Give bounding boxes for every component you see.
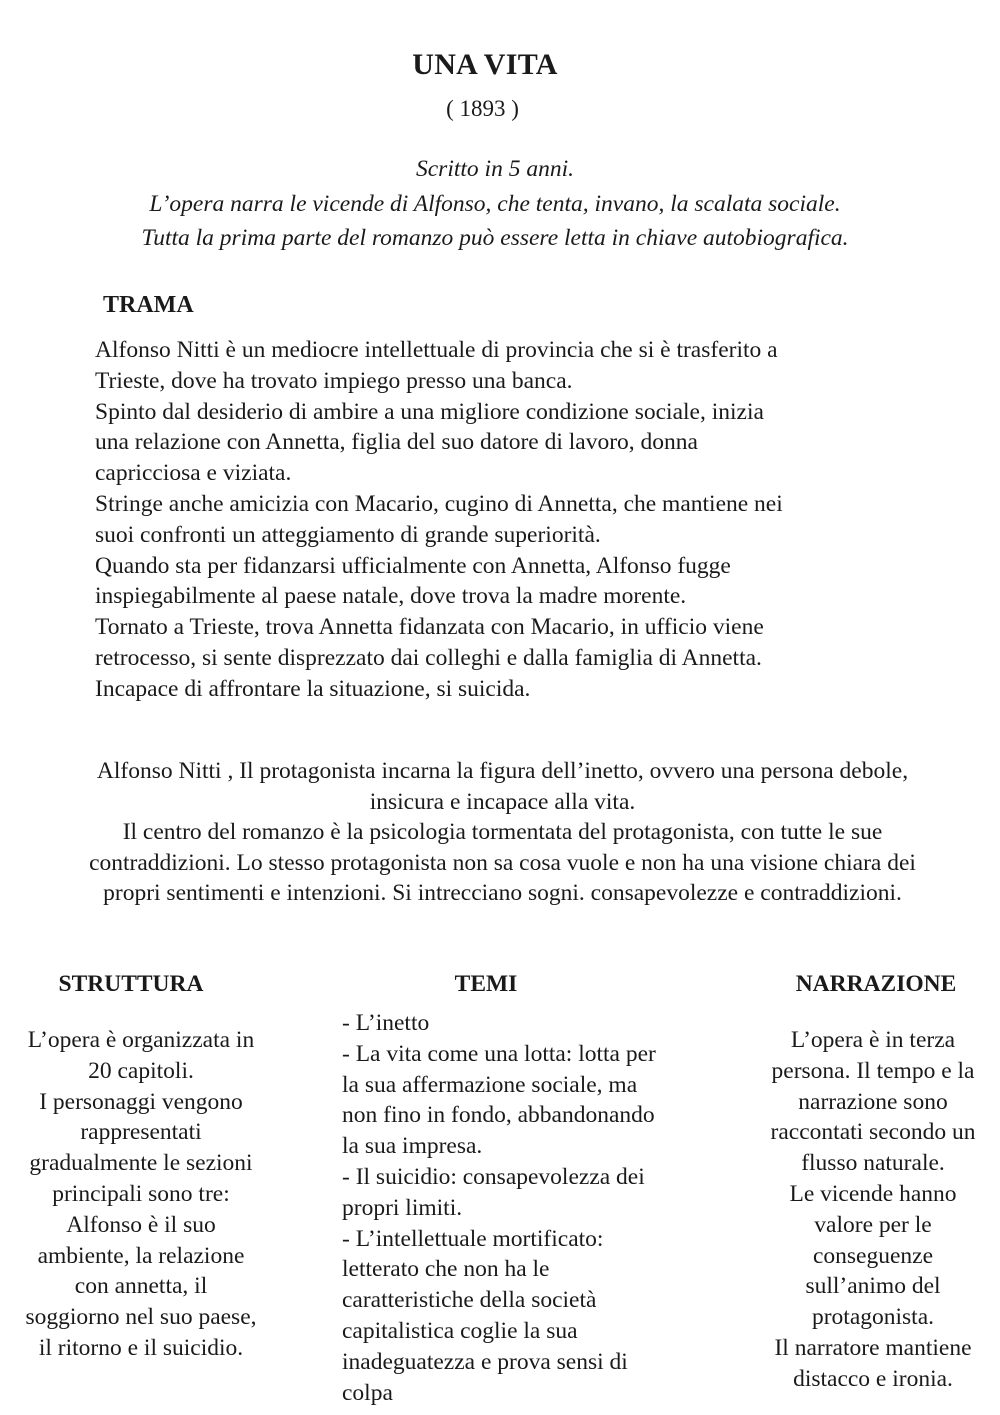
struttura-line: I personaggi vengono — [39, 1088, 243, 1115]
temi-line: propri limiti. — [342, 1194, 463, 1221]
struttura-line: gradualmente le sezioni — [29, 1150, 253, 1177]
trama-line: Alfonso Nitti è un mediocre intellettuale di provincia che si è trasferito a — [95, 337, 778, 363]
struttura-line: il ritorno e il suicidio. — [38, 1334, 244, 1361]
trama-heading: TRAMA — [103, 292, 194, 318]
trama-line: capricciosa e viziata. — [95, 460, 292, 487]
temi-line: letterato che non ha le — [342, 1256, 550, 1283]
narrazione-text — [748, 1025, 998, 1395]
struttura-line: ambiente, la relazione — [37, 1242, 245, 1269]
struttura-line: Alfonso è il suo — [66, 1211, 216, 1238]
trama-line: Incapace di affrontare la situazione, si suicida. — [95, 675, 531, 702]
protagonista-line: contraddizioni. Lo stesso protagonista non sa cosa vuole e non ha una visione chiara dei — [89, 849, 916, 876]
temi-line: - Il suicidio: consapevolezza dei — [342, 1163, 645, 1190]
struttura-line: soggiorno nel suo paese, — [25, 1304, 257, 1331]
narrazione-line: Le vicende hanno — [789, 1180, 957, 1207]
struttura-line: rappresentati — [80, 1119, 202, 1146]
trama-line: Stringe anche amicizia con Macario, cugino di Annetta, che mantiene nei — [95, 490, 783, 517]
trama-line: Spinto dal desiderio di ambire a una migliore condizione sociale, inizia — [95, 398, 764, 425]
struttura-text — [0, 1025, 282, 1364]
temi-heading: TEMI — [454, 971, 518, 997]
narrazione-heading: NARRAZIONE — [795, 971, 957, 997]
narrazione-line: persona. Il tempo e la — [771, 1057, 975, 1084]
trama-text — [95, 335, 925, 705]
temi-line: capitalistica coglie la sua — [342, 1317, 578, 1344]
trama-line: inspiegabilmente al paese natale, dove trova la madre morente. — [95, 583, 687, 610]
temi-line: - L’intellettuale mortificato: — [342, 1225, 604, 1252]
intro-line: L’opera narra le vicende di Alfonso, che tenta, invano, la scalata sociale. — [149, 190, 841, 217]
trama-line: retrocesso, si sente disprezzato dai colleghi e dalla famiglia di Annetta. — [95, 644, 762, 671]
trama-line: una relazione con Annetta, figlia del suo datore di lavoro, donna — [95, 429, 698, 456]
temi-text — [342, 1008, 722, 1408]
struttura-line: 20 capitoli. — [88, 1057, 194, 1084]
struttura-line: L’opera è organizzata in — [27, 1027, 255, 1053]
narrazione-line: Il narratore mantiene — [774, 1334, 972, 1361]
publication-year: ( 1893 ) — [446, 96, 519, 121]
intro-block — [0, 152, 990, 256]
struttura-line: principali sono tre: — [52, 1180, 230, 1207]
narrazione-line: raccontati secondo un — [770, 1119, 976, 1146]
protagonista-line: insicura e incapace alla vita. — [369, 788, 636, 815]
temi-line: inadeguatezza e prova sensi di — [342, 1348, 628, 1375]
narrazione-line: L’opera è in terza — [790, 1027, 956, 1053]
protagonista-paragraph — [10, 756, 995, 909]
intro-line: Tutta la prima parte del romanzo può essere letta in chiave autobiografica. — [141, 225, 849, 251]
narrazione-line: distacco e ironia. — [793, 1365, 953, 1392]
protagonista-line: propri sentimenti e intenzioni. Si intrecciano sogni. consapevolezze e contraddizioni. — [103, 880, 902, 906]
narrazione-line: flusso naturale. — [801, 1150, 945, 1177]
temi-line: la sua affermazione sociale, ma — [342, 1071, 638, 1098]
struttura-line: con annetta, il — [74, 1273, 208, 1300]
narrazione-line: valore per le — [814, 1211, 932, 1238]
temi-line: non fino in fondo, abbandonando — [342, 1102, 655, 1129]
temi-line: caratteristiche della società — [342, 1287, 597, 1314]
trama-line: suoi confronti un atteggiamento di grande superiorità. — [95, 521, 601, 548]
narrazione-line: sull’animo del — [805, 1273, 941, 1300]
narrazione-line: protagonista. — [811, 1304, 935, 1331]
temi-line: la sua impresa. — [342, 1133, 483, 1160]
trama-line: Tornato a Trieste, trova Annetta fidanzata con Macario, in ufficio viene — [95, 614, 764, 641]
protagonista-line: Il centro del romanzo è la psicologia tormentata del protagonista, con tutte le sue — [122, 819, 883, 845]
intro-line: Scritto in 5 anni. — [416, 156, 574, 182]
protagonista-line: Alfonso Nitti , Il protagonista incarna la figura dell’inetto, ovvero una persona debole, — [96, 758, 909, 784]
temi-line: colpa — [342, 1379, 393, 1406]
narrazione-line: conseguenze — [812, 1242, 934, 1269]
struttura-heading: STRUTTURA — [58, 971, 204, 997]
narrazione-line: narrazione sono — [798, 1088, 948, 1115]
temi-line: - La vita come una lotta: lotta per — [342, 1040, 656, 1067]
trama-line: Trieste, dove ha trovato impiego presso una banca. — [95, 367, 573, 394]
document-title: UNA VITA — [412, 48, 558, 81]
trama-line: Quando sta per fidanzarsi ufficialmente con Annetta, Alfonso fugge — [95, 552, 731, 579]
temi-line: - L’inetto — [342, 1010, 430, 1036]
